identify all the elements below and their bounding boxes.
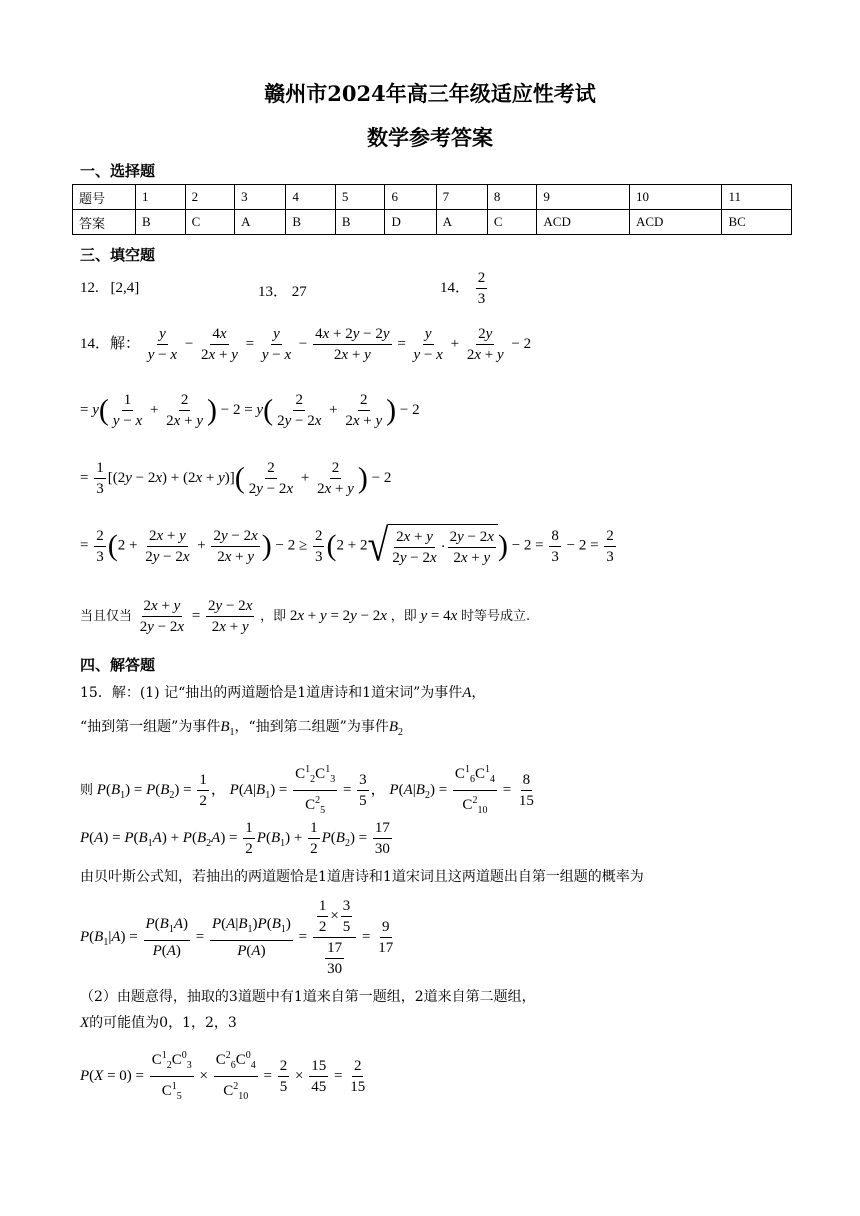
q14-label: 14． bbox=[440, 279, 471, 296]
q14-solution-condition: 当且仅当 $\frac{2x + y}{2y - 2x}$ = $\frac{2y - 2x}{2x + y}$ ，即 2x + y = 2y − 2x ，即 y = 4x 时等号成立. bbox=[80, 598, 531, 635]
q15-intro: 15．解：(1) 记“抽出的两道题恰是1道唐诗和1道宋词”为事件A， bbox=[80, 685, 486, 701]
q13-answer bbox=[258, 280, 307, 301]
answer-table bbox=[72, 184, 792, 235]
q14-solution-line-3: = $\frac{1}{3}$ [(2y − 2x) + (2x + y)]( $\frac{2}{2y - 2x}$ + $\frac{2}{2x + y}$ ) − 2 bbox=[80, 460, 392, 497]
q15-part2-text: （2）由题意得，抽取的3道题中有1道来自第一题组，2道来自第二题组， bbox=[80, 989, 536, 1005]
table-cell: 4 bbox=[286, 185, 336, 210]
table-cell: B bbox=[136, 210, 186, 235]
q15-events: “抽到第一组题”为事件$B_1$，“抽到第二组题”为事件$B_2$ bbox=[80, 719, 403, 738]
table-cell: 5 bbox=[335, 185, 385, 210]
q15-probabilities: 则 $P(B_1) = P(B_2)$ = $\frac{1}{2}$ ， $P(A|B_1)$ = $\frac{C^1_2C^1_3}{C^2_5}$ = $\frac{3}{5}$ ， $P(A|B_2)$ = $\frac{C^1_6C^1_4}{C^2_{10}}$ = $\frac{8}{15}$ bbox=[80, 760, 538, 821]
table-cell: 2 bbox=[185, 185, 235, 210]
page-title: 赣州市2024年高三年级适应性考试 bbox=[264, 81, 596, 106]
q13-label: 13． bbox=[258, 284, 289, 300]
table-cell: D bbox=[385, 210, 436, 235]
q14-solution-line-1: 14．解： $\frac{y}{y - x}$ − $\frac{4x}{2x + y}$ = $\frac{y}{y - x}$ − $\frac{4x + 2y - 2y}{2x + y}$ = $\frac{y}{y - x}$ + $\frac{2y}{2x + y}$ − 2 bbox=[80, 326, 532, 363]
q14-solution-lead: 14．解： bbox=[80, 335, 141, 352]
table-cell: A bbox=[235, 210, 286, 235]
table-cell: BC bbox=[722, 210, 792, 235]
table-cell: C bbox=[185, 210, 235, 235]
table-cell: 3 bbox=[235, 185, 286, 210]
table-cell: ACD bbox=[629, 210, 722, 235]
q15-bayes-text: 由贝叶斯公式知，若抽出的两道题恰是1道唐诗和1道宋词且这两道题出自第一组题的概率为 bbox=[80, 869, 644, 885]
table-cell: ACD bbox=[537, 210, 630, 235]
q15-px0: P(X = 0) = $\frac{C^1_2C^0_3}{C^1_5}$ × $\frac{C^2_6C^0_4}{C^2_{10}}$ = $\frac{2}{5}$ × $\frac{15}{45}$ = $\frac{2}{15}$ bbox=[80, 1046, 369, 1107]
table-cell: A bbox=[436, 210, 487, 235]
table-cell: 6 bbox=[385, 185, 436, 210]
table-cell: 11 bbox=[722, 185, 792, 210]
q15-total-probability: $P(A) = P(B_1A) + P(B_2A)$ = $\frac{1}{2}$ $P(B_1)$ + $\frac{1}{2}$ $P(B_2)$ = $\frac{17}{30}$ bbox=[80, 820, 390, 857]
section-solve-heading: 四、解答题 bbox=[80, 656, 156, 674]
table-row bbox=[73, 185, 792, 210]
table-cell: B bbox=[286, 210, 336, 235]
table-cell: 1 bbox=[136, 185, 186, 210]
table-cell: 10 bbox=[629, 185, 722, 210]
q15-bayes-formula: $P(B_1|A)$ = $\frac{P(B_1A)}{P(A)}$ = $\frac{P(A|B_1)P(B_1)}{P(A)}$ = $\frac{1}{2}$ × $\frac{3}{5}$ $\frac{17}{30}$ = $\frac{9}{17}$ bbox=[80, 898, 394, 977]
table-cell: 8 bbox=[487, 185, 537, 210]
q12-answer bbox=[80, 280, 139, 297]
q12-label: 12. bbox=[80, 280, 99, 296]
table-cell: 答案 bbox=[73, 210, 136, 235]
table-row bbox=[73, 210, 792, 235]
page-subtitle: 数学参考答案 bbox=[367, 125, 493, 150]
section-choice-heading: 一、选择题 bbox=[80, 162, 156, 180]
table-cell: C bbox=[487, 210, 537, 235]
q14-fraction: $\frac{2}{3}$ bbox=[477, 270, 486, 307]
q14-solution-line-4: = $\frac{2}{3}$ (2 + $\frac{2x + y}{2y - 2x}$ + $\frac{2y - 2x}{2x + y}$ ) − 2 ≥ $\frac{2}{3}$ (2 + 2 √ $\frac{2x + y}{2y - 2x}$ · $\frac{2y - 2x}{2x + y}$ ) − 2 = $\frac{8}{3}$ − 2 = $\frac{2}{3}$ bbox=[80, 520, 614, 572]
q12-value: [2,4] bbox=[110, 280, 140, 296]
table-cell: 题号 bbox=[73, 185, 136, 210]
table-cell: B bbox=[335, 210, 385, 235]
q14-answer bbox=[440, 268, 489, 309]
q13-value: 27 bbox=[291, 284, 307, 300]
table-cell: 7 bbox=[436, 185, 487, 210]
q15-x-values: X的可能值为0，1，2，3 bbox=[80, 1015, 237, 1031]
table-cell: 9 bbox=[537, 185, 630, 210]
section-fill-heading: 三、填空题 bbox=[80, 246, 156, 264]
q14-solution-line-2: = y( $\frac{1}{y - x}$ + $\frac{2}{2x + y}$ ) − 2 = y( $\frac{2}{2y - 2x}$ + $\frac{2}{2x + y}$ ) − 2 bbox=[80, 392, 420, 429]
